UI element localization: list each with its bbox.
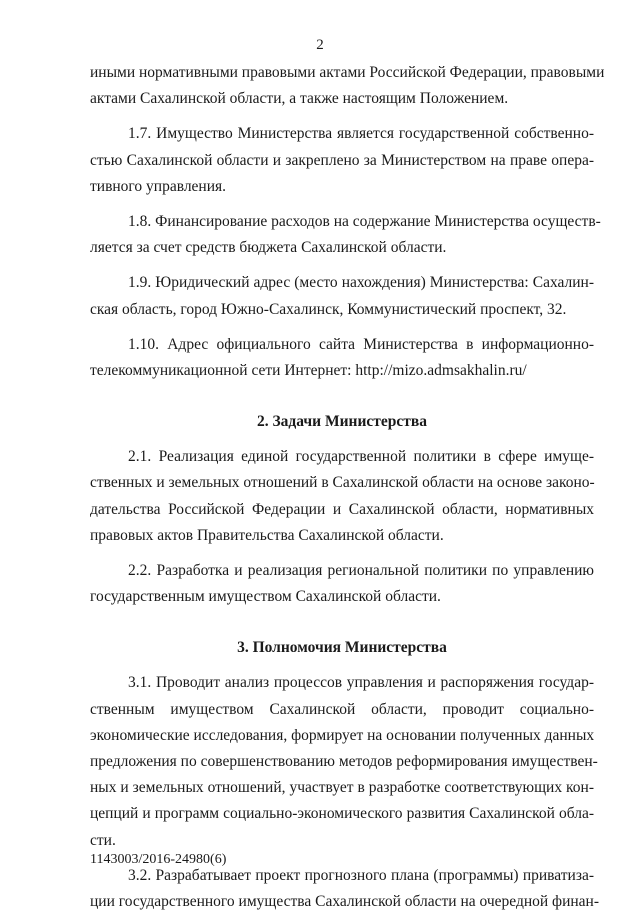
text-line: 1.8. Финансирование расходов на содержание Министерства осуществ- — [128, 213, 601, 231]
text-line: телекоммуникационной сети Интернет: http://mizo.admsakhalin.ru/ — [90, 362, 527, 380]
page-number: 2 — [316, 37, 324, 53]
text-line: 3.1. Проводит анализ процессов управления и распоряжения государ- — [128, 674, 594, 692]
paragraph — [90, 121, 594, 200]
text-line: актами Сахалинской области, а также настоящим Положением. — [90, 90, 509, 108]
text-line: сти. — [90, 831, 116, 849]
section-heading: 3. Полномочия Министерства — [237, 639, 447, 657]
text-line: тивного управления. — [90, 177, 227, 195]
text-line: правовых актов Правительства Сахалинской области. — [90, 526, 444, 544]
text-line: ных и земельных отношений, участвует в разработке соответствующих кон- — [90, 779, 594, 797]
text-line: предложения по совершенствованию методов реформирования имуществен- — [90, 753, 598, 771]
paragraph — [90, 270, 594, 322]
text-line: 3.2. Разрабатывает проект прогнозного плана (программы) приватиза- — [128, 866, 594, 884]
text-line: ственных и земельных отношений в Сахалинской области на основе законо- — [90, 474, 595, 492]
text-line: 2.1. Реализация единой государственной политики в сфере имуще- — [128, 448, 594, 466]
paragraph — [90, 863, 600, 915]
text-line: ская область, город Южно-Сахалинск, Коммунистический проспект, 32. — [90, 300, 567, 318]
text-line: ственным имуществом Сахалинской области, проводит социально- — [90, 700, 594, 718]
paragraph — [90, 444, 594, 549]
text-line: ляется за счет средств бюджета Сахалинской области. — [90, 239, 447, 257]
text-line: цепций и программ социально-экономического развития Сахалинской обла- — [90, 805, 594, 823]
text-line: 2.2. Разработка и реализация региональной политики по управлению — [128, 562, 594, 580]
text-line: экономические исследования, формирует на основании полученных данных — [90, 726, 595, 744]
text-line: 1.7. Имущество Министерства является государственной собственно- — [128, 125, 594, 143]
section-heading: 2. Задачи Министерства — [257, 413, 427, 431]
text-line: государственным имуществом Сахалинской области. — [90, 588, 441, 606]
document-code: 1143003/2016-24980(6) — [90, 852, 227, 867]
text-line: 1.10. Адрес официального сайта Министерства в информационно- — [128, 335, 594, 353]
text-line: иными нормативными правовыми актами Российской Федерации, правовыми — [90, 64, 605, 81]
text-line: ции государственного имущества Сахалинской области на очередной финан- — [90, 893, 600, 911]
text-line: дательства Российской Федерации и Сахалинской области, нормативных — [90, 500, 594, 518]
paragraph — [90, 209, 601, 261]
document-body — [90, 60, 605, 924]
text-line: стью Сахалинской области и закреплено за Министерством на праве опера- — [90, 151, 594, 169]
paragraph — [90, 332, 594, 384]
text-line: 1.9. Юридический адрес (место нахождения) Министерства: Сахалин- — [128, 274, 594, 292]
paragraph — [90, 558, 594, 610]
paragraph — [90, 670, 598, 853]
paragraph — [90, 60, 605, 112]
